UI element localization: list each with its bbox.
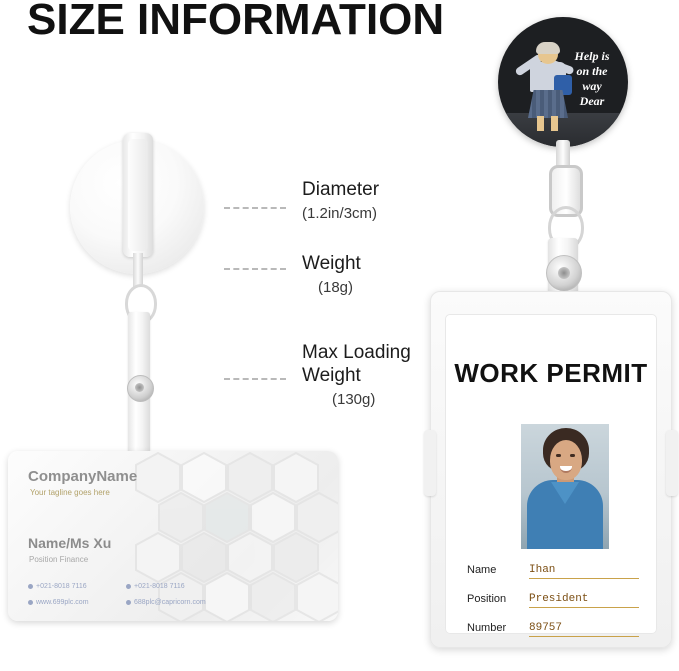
character-leg-left: [537, 116, 544, 131]
card-contact-phone-1-text: +021-8018 7116: [36, 583, 87, 590]
card-contact-phone-2: [126, 583, 185, 590]
card-company-name: CompanyName: [28, 468, 138, 485]
card-tagline: Your tagline goes here: [30, 488, 110, 497]
character-skirt: [528, 90, 568, 118]
reel-art-text: [564, 49, 620, 109]
annotation-max-loading-value: (130g): [332, 391, 376, 408]
id-photo: [521, 424, 609, 549]
leader-line-diameter: [224, 207, 286, 209]
globe-icon: [28, 600, 33, 605]
id-photo-eye-left: [556, 454, 561, 457]
character-leg-right: [551, 116, 558, 131]
phone-icon: [126, 584, 131, 589]
card-person-name: Name/Ms Xu: [28, 535, 112, 551]
annotation-diameter-label: Diameter: [302, 179, 380, 200]
annotation-weight: [302, 252, 361, 299]
phone-icon: [28, 584, 33, 589]
card-contact-website: [28, 599, 89, 606]
belt-clip-icon: [123, 133, 153, 257]
card-contact-email-text: 688plc@capricorn.com: [134, 599, 206, 606]
permit-field-position-value: President: [529, 593, 639, 608]
annotation-weight-value: (18g): [318, 279, 354, 296]
card-contact-phone-1: [28, 583, 87, 590]
mail-icon: [126, 600, 131, 605]
reel-cord: [133, 253, 143, 287]
reel-art-text-line1: Help is: [574, 49, 610, 63]
card-person-position: Position Finance: [29, 555, 89, 564]
leader-line-max-loading: [224, 378, 286, 380]
reel-art-text-line4: Dear: [579, 94, 605, 108]
permit-field-number-value: 89757: [529, 622, 639, 637]
card-contact-website-text: www.699plc.com: [36, 599, 89, 606]
annotation-max-loading-line2: Weight: [302, 365, 361, 386]
leader-line-weight: [224, 268, 286, 270]
reel-art-text-line2: on the: [576, 64, 608, 78]
annotation-weight-label: Weight: [302, 253, 361, 274]
id-photo-eye-right: [570, 454, 575, 457]
permit-field-name-value: Ihan: [529, 564, 639, 579]
work-permit-card: [445, 314, 657, 634]
annotation-max-loading-weight: [302, 341, 411, 411]
card-contact-phone-2-text: +021-8018 7116: [134, 583, 185, 590]
card-contact-email: [126, 599, 206, 606]
printed-badge-reel: [498, 17, 628, 147]
reel-art-text-line3: way: [582, 79, 602, 93]
work-permit-title: WORK PERMIT: [454, 358, 648, 388]
annotation-diameter-value: (1.2in/3cm): [302, 205, 378, 222]
permit-field-number-label: Number: [467, 622, 507, 634]
work-permit-holder: [430, 291, 672, 648]
business-card-sample: [8, 451, 338, 621]
strap-snap-button-left: [127, 375, 154, 402]
character-hair: [536, 42, 560, 54]
hexagon-pattern-icon: [118, 451, 338, 621]
id-photo-face: [550, 440, 582, 480]
permit-field-position-label: Position: [467, 593, 507, 605]
annotation-max-loading-line1: Max Loading: [302, 342, 411, 363]
annotation-diameter: [302, 178, 379, 225]
permit-field-name-label: Name: [467, 564, 497, 576]
strap-snap-button-right: [546, 255, 582, 291]
holder-side-tab-left: [424, 430, 436, 496]
page-title: SIZE INFORMATION: [27, 0, 445, 44]
holder-side-tab-right: [666, 430, 678, 496]
